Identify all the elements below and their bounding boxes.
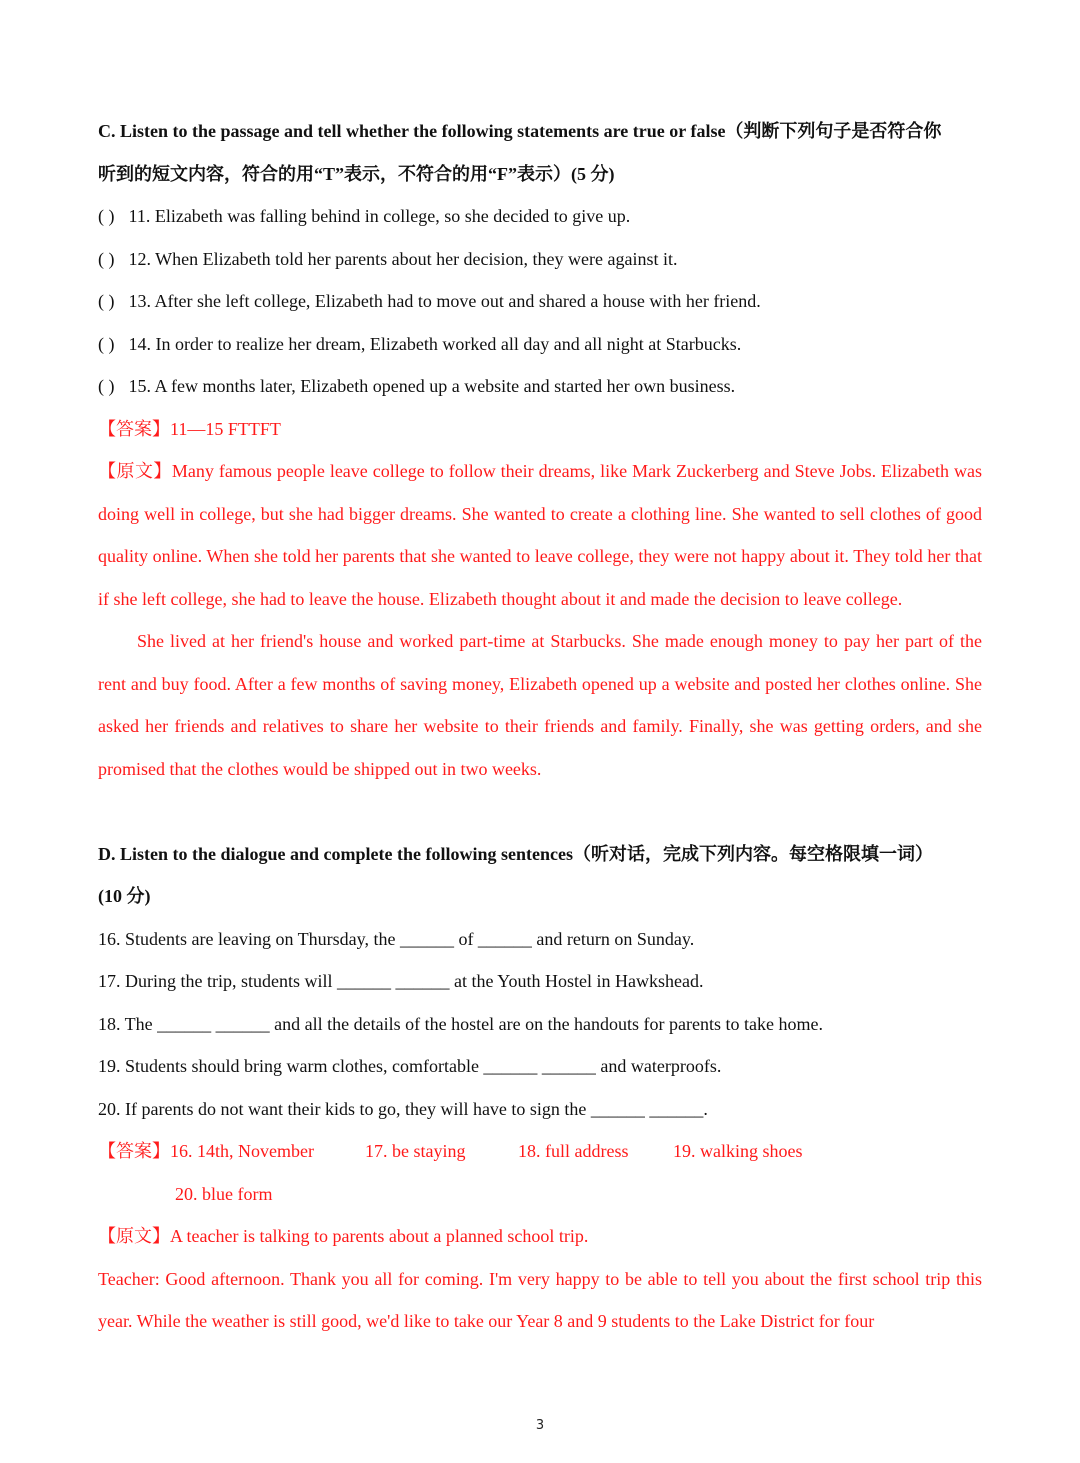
answer-20: 20. blue form — [175, 1183, 273, 1204]
answer-text: 11—15 FTTFT — [170, 418, 281, 439]
answer-paren: ( ) — [98, 248, 115, 269]
transcript-tag: 【原文】 — [98, 1226, 170, 1246]
answer-17: 17. be staying — [365, 1141, 466, 1161]
question-text: 11. Elizabeth was falling behind in college, so she decided to give up. — [128, 206, 631, 226]
section-d-heading-line1: D. Listen to the dialogue and complete the following sentences（听对话，完成下列内容。每空格限填一词） — [98, 843, 933, 864]
answer-16: 16. 14th, November — [170, 1141, 314, 1161]
answer-tag: 【答案】 — [98, 1141, 170, 1161]
transcript-tag: 【原文】 — [98, 461, 172, 481]
section-c-heading-line2: 听到的短文内容，符合的用“T”表示，不符合的用“F”表示）(5 分) — [98, 163, 615, 184]
answer-paren: ( ) — [98, 376, 115, 396]
section-d-transcript-intro — [98, 1215, 982, 1258]
question-13 — [98, 280, 982, 323]
question-18: 18. The ______ ______ and all the details of the hostel are on the handouts for parents to take home. — [98, 1013, 823, 1034]
section-d-answer — [98, 1130, 982, 1173]
section-d-heading-line2: (10 分) — [98, 886, 151, 906]
transcript-text: Many famous people leave college to follow their dreams, like Mark Zuckerberg and Steve Jobs. Elizabeth was doing well in college, but she had bigger dreams. She wanted to create a clothing line. She wanted to sell clothes of good quality online. When she told her parents that she wanted to leave college, they were not happy about it. They told her that if she left college, she had to leave the house. Elizabeth thought about it and made the decision to leave college. — [98, 461, 982, 609]
transcript-intro-text: A teacher is talking to parents about a planned school trip. — [170, 1226, 589, 1246]
question-text: 12. When Elizabeth told her parents about her decision, they were against it. — [128, 248, 678, 269]
question-11 — [98, 195, 982, 238]
section-c-heading-line1: C. Listen to the passage and tell whether the following statements are true or false（判断下列句子是否符合你 — [98, 121, 942, 141]
question-15 — [98, 365, 982, 408]
section-d-transcript-p1: Teacher: Good afternoon. Thank you all for coming. I'm very happy to be able to tell you about the first school trip this year. While the weather is still good, we'd like to take our Year 8 and 9 students to the Lake District for four — [98, 1268, 982, 1331]
section-c-transcript-p2: She lived at her friend's house and worked part-time at Starbucks. She made enough money to pay her part of the rent and buy food. After a few months of saving money, Elizabeth opened up a website and posted her clothes online. She asked her friends and relatives to share her website to their friends and family. Finally, she was getting orders, and she promised that the clothes would be shipped out in two weeks. — [98, 631, 982, 779]
question-text: 14. In order to realize her dream, Elizabeth worked all day and all night at Starbucks. — [128, 333, 742, 354]
answer-paren: ( ) — [98, 291, 115, 311]
answer-18: 18. full address — [518, 1141, 629, 1161]
question-text: 13. After she left college, Elizabeth had to move out and shared a house with her friend. — [128, 291, 761, 311]
document-page — [98, 110, 982, 1343]
answer-19: 19. walking shoes — [673, 1141, 803, 1161]
section-c-answer — [98, 408, 982, 451]
question-17: 17. During the trip, students will ______ ______ at the Youth Hostel in Hawkshead. — [98, 971, 704, 991]
question-text: 15. A few months later, Elizabeth opened up a website and started her own business. — [128, 376, 736, 396]
answer-paren: ( ) — [98, 206, 115, 226]
question-12 — [98, 238, 982, 281]
answer-paren: ( ) — [98, 333, 115, 354]
section-c-transcript-p1 — [98, 450, 982, 620]
section-spacer — [98, 790, 982, 833]
question-16: 16. Students are leaving on Thursday, the ______ of ______ and return on Sunday. — [98, 928, 695, 949]
question-14 — [98, 323, 982, 366]
question-19: 19. Students should bring warm clothes, comfortable ______ ______ and waterproofs. — [98, 1056, 722, 1076]
question-20: 20. If parents do not want their kids to go, they will have to sign the ______ ______. — [98, 1098, 708, 1119]
answer-tag: 【答案】 — [98, 418, 170, 439]
page-number: 3 — [535, 1418, 545, 1433]
